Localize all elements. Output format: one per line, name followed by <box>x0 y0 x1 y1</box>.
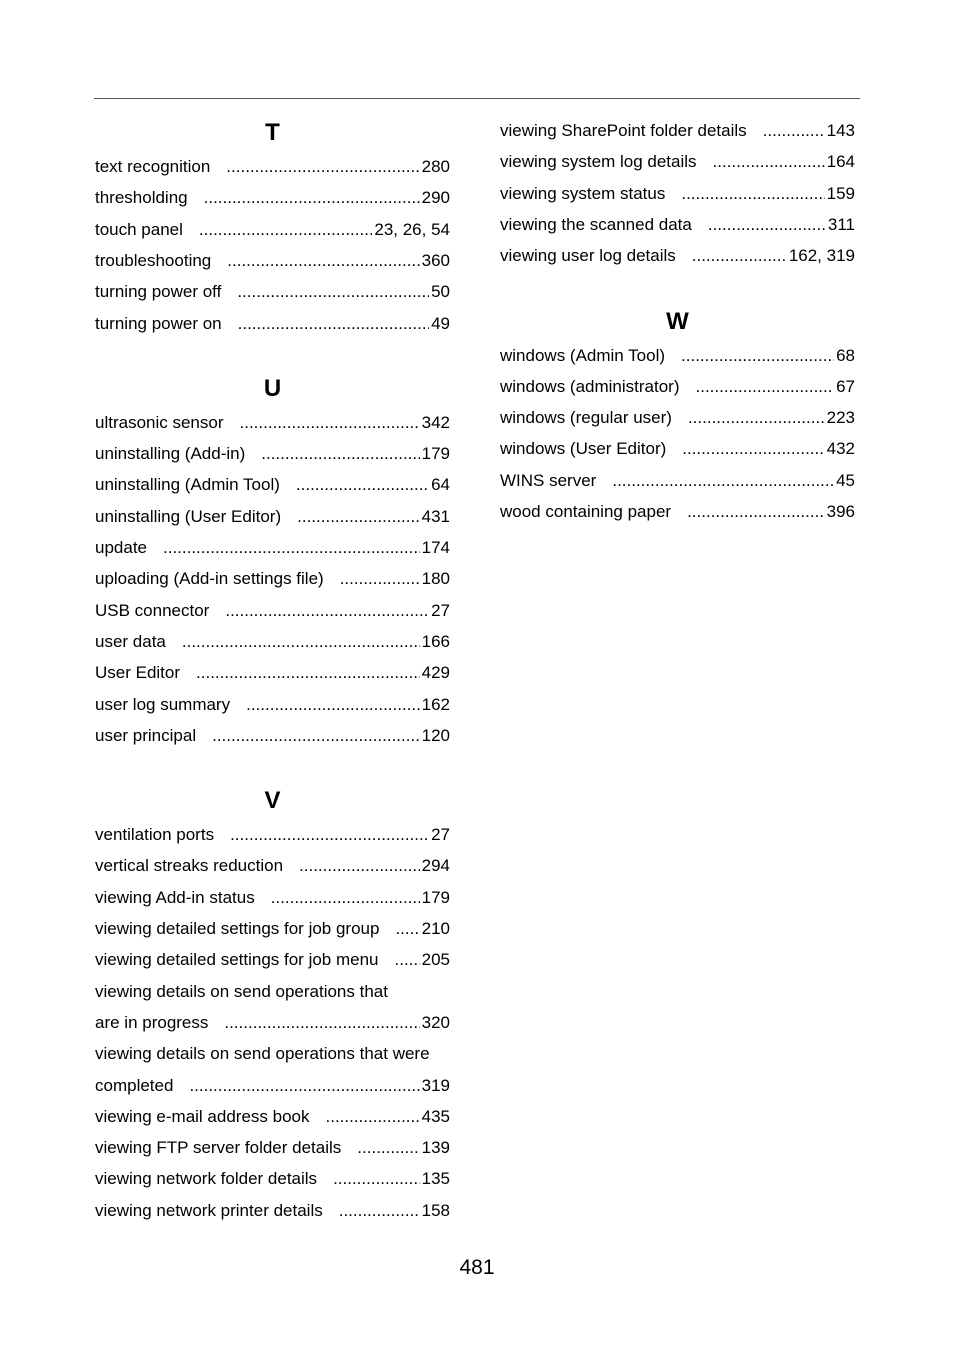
index-term: viewing detailed settings for job group <box>95 919 380 938</box>
dot-leader <box>708 214 826 236</box>
index-term: viewing Add-in status <box>95 887 255 907</box>
index-pages: 139 <box>421 1138 450 1158</box>
dot-leader <box>357 1137 419 1159</box>
index-term: thresholding <box>95 188 188 208</box>
dot-leader <box>299 855 420 877</box>
index-term: vertical streaks reduction <box>95 856 284 876</box>
index-entry <box>500 376 855 398</box>
index-term: viewing details on send operations that <box>95 981 388 1001</box>
index-term: turning power on <box>95 313 222 333</box>
index-entry <box>95 443 450 465</box>
index-term: uninstalling (Add-in) <box>95 444 246 464</box>
index-pages: 223 <box>826 408 855 428</box>
index-pages: 205 <box>421 950 450 970</box>
dot-leader <box>333 1168 420 1190</box>
index-entry <box>95 313 450 335</box>
index-pages: 179 <box>421 444 450 464</box>
index-entry <box>95 694 450 716</box>
index-entry <box>95 981 450 1003</box>
index-pages: 27 <box>431 600 450 620</box>
dot-leader <box>296 474 429 496</box>
index-entry <box>95 1200 450 1222</box>
dot-leader <box>713 151 825 173</box>
index-term: uninstalling (User Editor) <box>95 506 282 526</box>
index-pages: 158 <box>421 1200 450 1220</box>
index-term: viewing FTP server folder details <box>95 1138 342 1158</box>
dot-leader <box>225 600 429 622</box>
index-pages: 342 <box>421 412 450 432</box>
index-term: completed <box>95 1075 174 1095</box>
index-entry <box>95 568 450 590</box>
index-term: ultrasonic sensor <box>95 412 224 432</box>
dot-leader <box>199 219 372 241</box>
page-number: 481 <box>459 1256 495 1279</box>
index-term: wood containing paper <box>500 502 672 521</box>
index-pages: 210 <box>421 919 450 938</box>
index-term: viewing system log details <box>500 152 697 172</box>
index-pages: 143 <box>826 121 855 140</box>
index-pages: 431 <box>421 506 450 526</box>
index-entry <box>95 1137 450 1159</box>
index-entry <box>500 501 855 523</box>
index-pages: 429 <box>421 663 450 683</box>
index-term: troubleshooting <box>95 250 212 270</box>
index-term: viewing SharePoint folder details <box>500 121 747 140</box>
index-term: viewing e-mail address book <box>95 1106 310 1126</box>
index-entry <box>500 151 855 173</box>
index-pages: 68 <box>836 345 855 365</box>
index-pages: 432 <box>826 439 855 459</box>
index-pages: 64 <box>431 475 450 495</box>
dot-leader <box>238 313 429 335</box>
index-pages: 180 <box>421 569 450 589</box>
dot-leader <box>612 470 834 492</box>
dot-leader <box>204 187 420 209</box>
index-letter-v: V <box>264 787 281 815</box>
index-term: touch panel <box>95 219 183 239</box>
index-entry <box>95 887 450 909</box>
dot-leader <box>271 887 420 909</box>
index-entry <box>95 662 450 684</box>
index-pages: 174 <box>421 538 450 557</box>
index-entry <box>95 1168 450 1190</box>
dot-leader <box>682 438 824 460</box>
index-pages: 162 <box>421 694 450 714</box>
index-entry <box>95 600 450 622</box>
index-letter-w: W <box>666 307 689 335</box>
index-term: text recognition <box>95 157 211 176</box>
index-pages: 162, 319 <box>788 246 855 266</box>
dot-leader <box>692 245 787 267</box>
index-entry <box>95 474 450 496</box>
dot-leader <box>237 281 429 303</box>
index-term: viewing details on send operations that were <box>95 1044 430 1064</box>
index-entry <box>95 949 450 971</box>
index-pages: 166 <box>421 631 450 651</box>
index-pages: 50 <box>431 282 450 302</box>
dot-leader <box>189 1075 419 1097</box>
index-term: windows (User Editor) <box>500 439 667 459</box>
index-term: viewing network printer details <box>95 1200 323 1220</box>
dot-leader <box>681 345 834 367</box>
dot-leader <box>230 824 429 846</box>
index-entry <box>500 214 855 236</box>
index-term: User Editor <box>95 663 181 683</box>
dot-leader <box>340 568 420 590</box>
index-term: uninstalling (Admin Tool) <box>95 475 280 495</box>
dot-leader <box>246 694 420 716</box>
index-term: USB connector <box>95 600 210 620</box>
header-rule <box>94 98 860 99</box>
index-term: viewing system status <box>500 183 666 203</box>
index-entry <box>95 725 450 747</box>
index-term: viewing the scanned data <box>500 214 692 234</box>
dot-leader <box>395 949 420 971</box>
index-term: update <box>95 538 147 557</box>
index-pages: 67 <box>836 376 855 396</box>
index-entry <box>95 1043 450 1065</box>
index-pages: 290 <box>421 188 450 208</box>
index-entry <box>500 245 855 267</box>
index-term: are in progress <box>95 1012 209 1032</box>
index-term: user log summary <box>95 694 231 714</box>
dot-leader <box>339 1200 420 1222</box>
index-pages: 396 <box>826 502 855 521</box>
index-term: user principal <box>95 725 197 745</box>
dot-leader <box>297 506 419 528</box>
index-term: windows (administrator) <box>500 376 680 396</box>
index-term: viewing detailed settings for job menu <box>95 950 379 970</box>
index-entry <box>95 281 450 303</box>
dot-leader <box>681 183 824 205</box>
index-entry <box>95 1075 450 1097</box>
index-pages: 49 <box>431 313 450 333</box>
index-entry <box>500 407 855 429</box>
index-term: WINS server <box>500 470 597 490</box>
index-pages: 319 <box>421 1075 450 1095</box>
index-letter-t: T <box>265 119 280 146</box>
index-entry <box>95 412 450 434</box>
index-pages: 280 <box>421 157 450 176</box>
index-entry <box>95 918 450 940</box>
index-entry <box>95 631 450 653</box>
dot-leader <box>212 725 420 747</box>
index-term: user data <box>95 631 166 651</box>
dot-leader <box>395 918 419 940</box>
dot-leader <box>196 662 420 684</box>
index-entry <box>95 187 450 209</box>
index-pages: 27 <box>431 825 450 845</box>
index-pages: 45 <box>836 470 855 490</box>
dot-leader <box>763 120 825 142</box>
index-entry <box>500 438 855 460</box>
index-entry <box>95 537 450 559</box>
index-term: windows (Admin Tool) <box>500 345 666 365</box>
index-entry <box>500 120 855 142</box>
index-pages: 294 <box>421 856 450 876</box>
index-entry <box>500 345 855 367</box>
dot-leader <box>696 376 835 398</box>
index-pages: 120 <box>421 725 450 745</box>
index-pages: 179 <box>421 887 450 907</box>
dot-leader <box>227 250 419 272</box>
dot-leader <box>240 412 420 434</box>
index-term: ventilation ports <box>95 825 215 845</box>
index-pages: 320 <box>421 1012 450 1032</box>
index-pages: 311 <box>827 214 855 234</box>
dot-leader <box>163 537 420 559</box>
index-pages: 23, 26, 54 <box>374 219 450 239</box>
dot-leader <box>182 631 420 653</box>
dot-leader <box>224 1012 419 1034</box>
dot-leader <box>688 407 825 429</box>
index-pages: 135 <box>421 1169 450 1189</box>
index-entry <box>95 1106 450 1128</box>
dot-leader <box>326 1106 420 1128</box>
index-letter-u: U <box>263 374 282 402</box>
index-entry <box>95 156 450 178</box>
index-entry <box>95 1012 450 1034</box>
dot-leader <box>226 156 419 178</box>
index-pages: 360 <box>421 250 450 270</box>
index-term: viewing user log details <box>500 246 676 266</box>
index-term: turning power off <box>95 282 222 302</box>
index-pages: 164 <box>826 152 855 172</box>
dot-leader <box>261 443 419 465</box>
index-term: uploading (Add-in settings file) <box>95 569 324 589</box>
dot-leader <box>687 501 825 523</box>
index-entry <box>95 824 450 846</box>
index-term: viewing network folder details <box>95 1169 318 1189</box>
index-entry <box>95 250 450 272</box>
index-entry <box>95 506 450 528</box>
index-pages: 159 <box>826 183 855 203</box>
index-entry <box>500 183 855 205</box>
index-entry <box>95 855 450 877</box>
index-entry <box>500 470 855 492</box>
index-pages: 435 <box>421 1106 450 1126</box>
index-entry <box>95 219 450 241</box>
index-term: windows (regular user) <box>500 408 672 428</box>
